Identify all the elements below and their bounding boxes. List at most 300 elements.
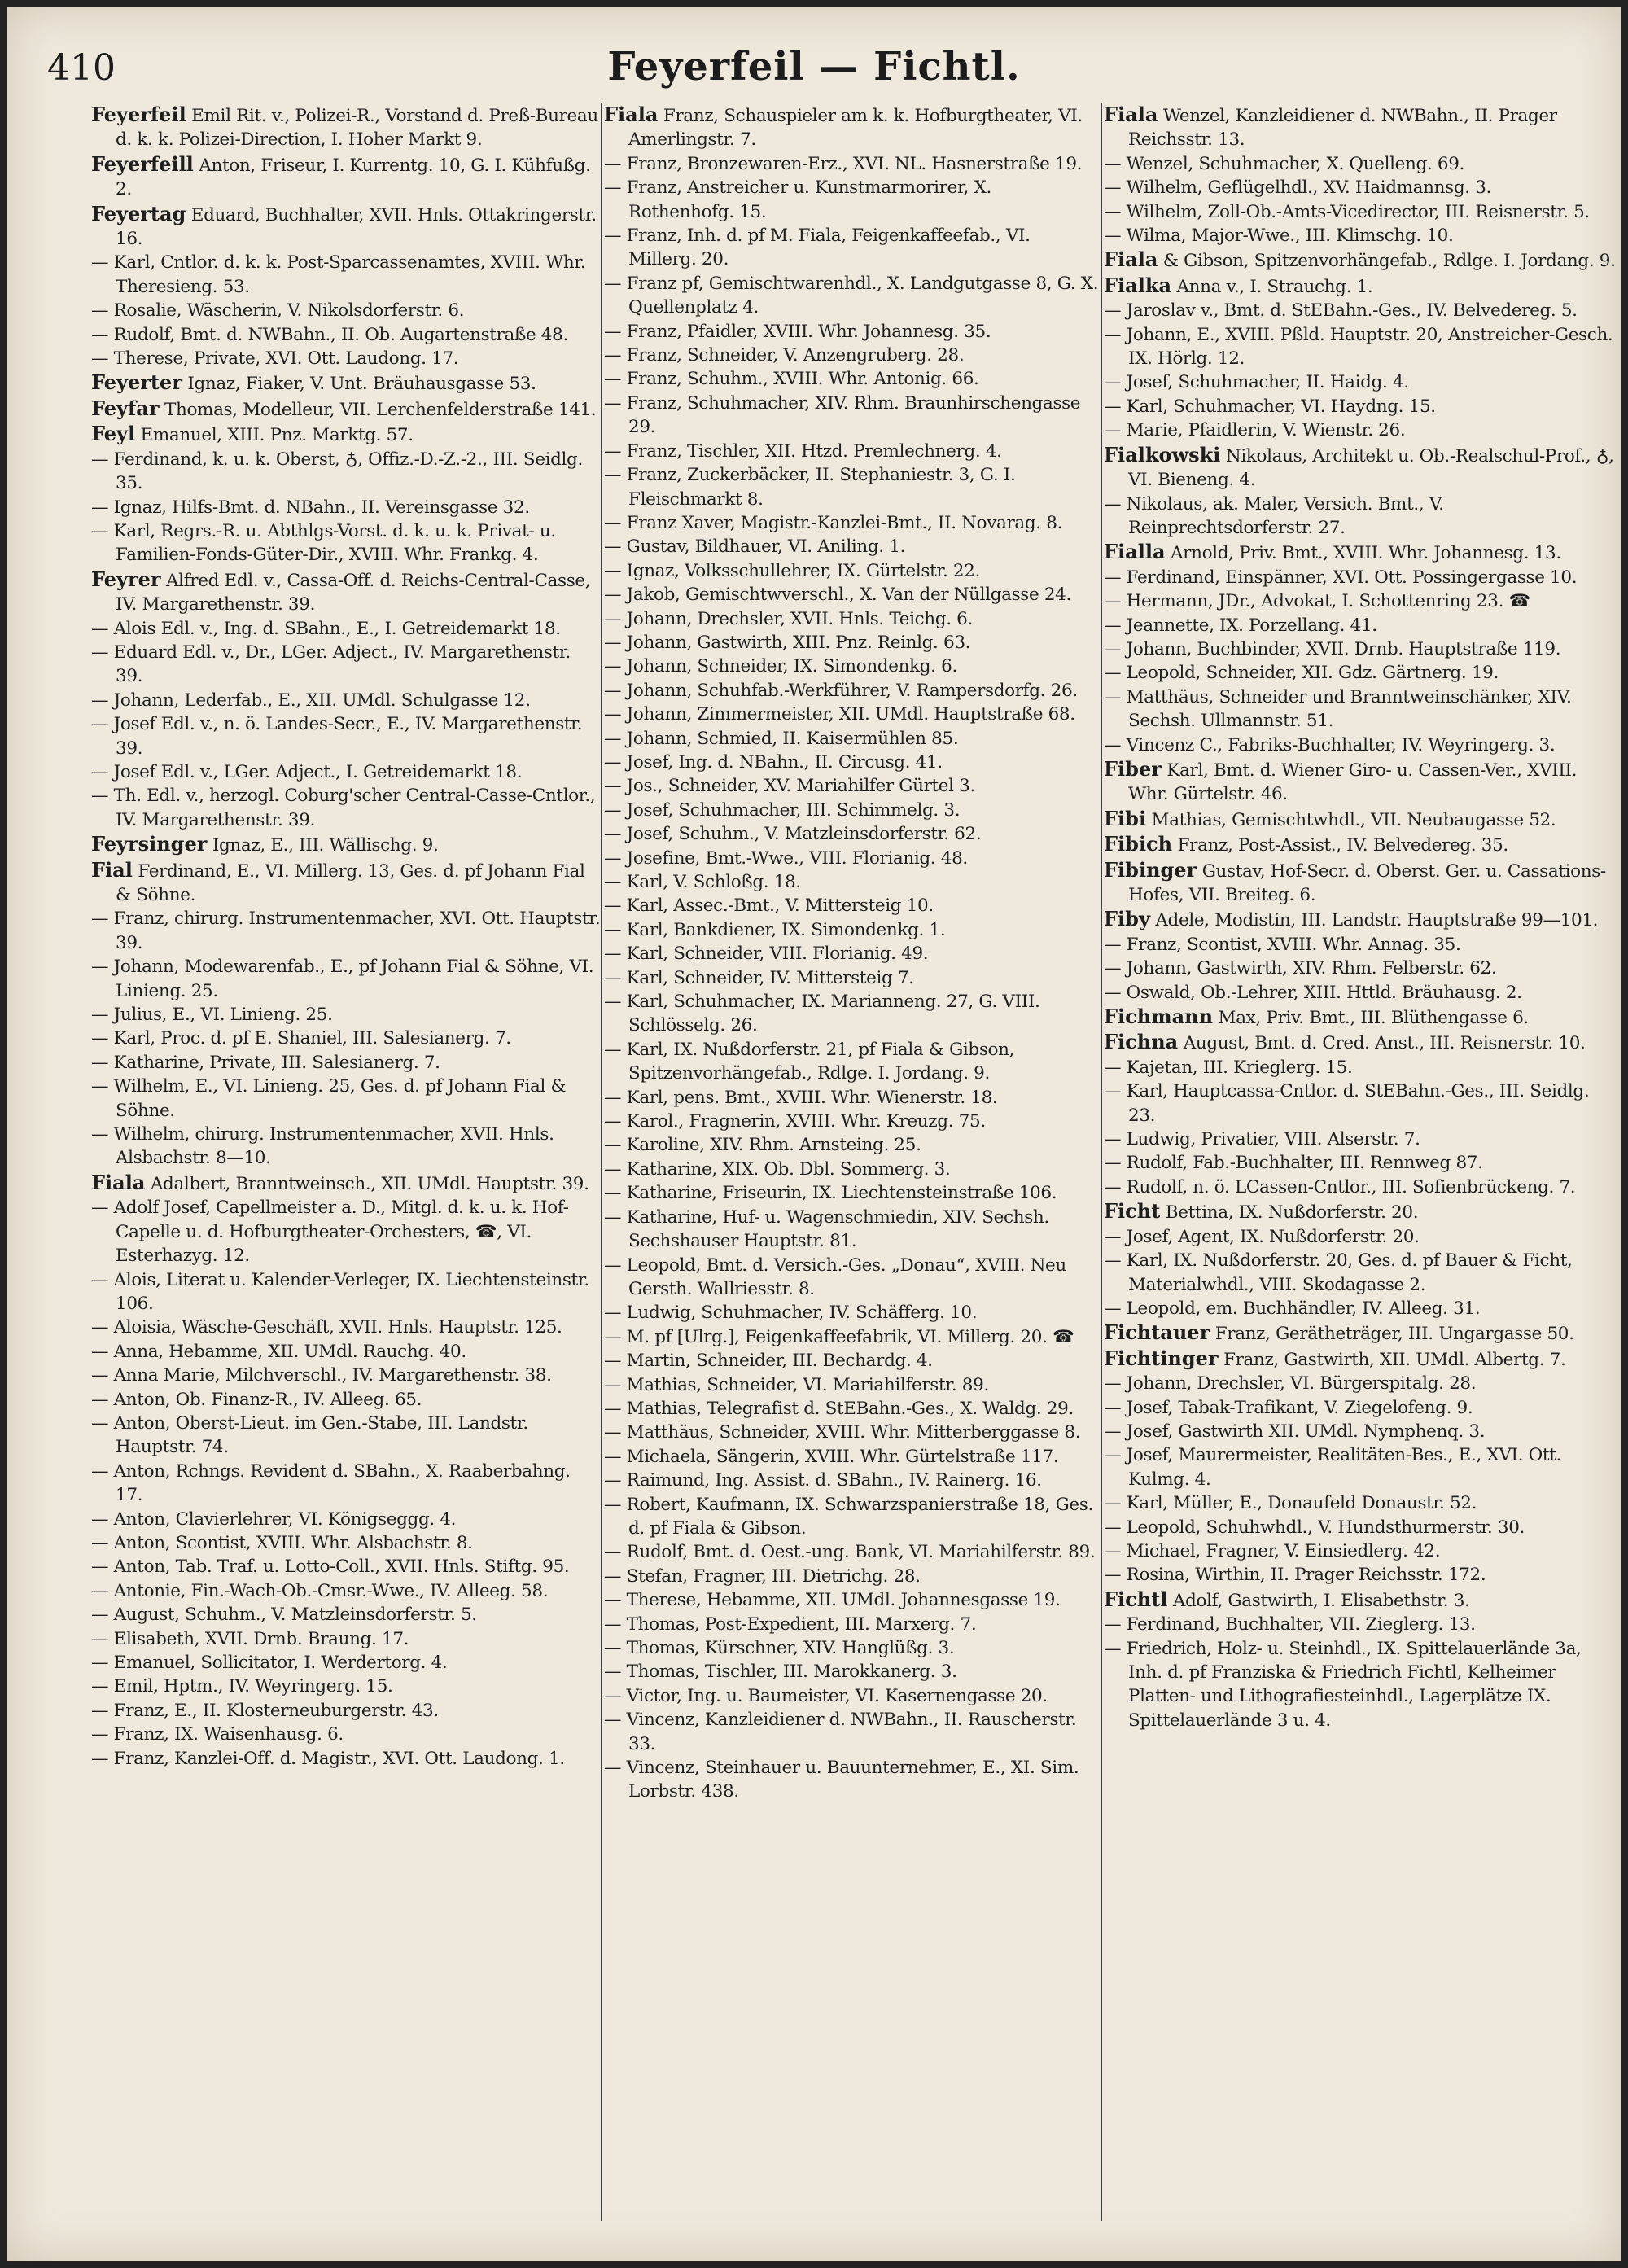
- directory-entry: [1104, 1225, 1617, 1249]
- directory-entry: [91, 907, 601, 955]
- entry-text: — Franz, Pfaidler, XVIII. Whr. Johannesg. 35.: [604, 321, 991, 342]
- entry-text: — Adolf Josef, Capellmeister a. D., Mitgl. d. k. u. k. Hof-Capelle u. d. Hofburgtheater-Orchesters, ☎, VI. Esterhazyg. 12.: [91, 1197, 569, 1267]
- entry-text: — Vincenz, Kanzleidiener d. NWBahn., II. Rauscherstr. 33.: [604, 1710, 1077, 1754]
- entry-text: — Antonie, Fin.-Wach-Ob.-Cmsr.-Wwe., IV. Alleeg. 58.: [91, 1580, 549, 1601]
- directory-entry: [604, 344, 1101, 367]
- entry-text: Adalbert, Branntweinsch., XII. UMdl. Hauptstr. 39.: [150, 1173, 589, 1194]
- entry-text: — Karl, V. Schloßg. 18.: [604, 872, 801, 892]
- entry-text: — Leopold, em. Buchhändler, IV. Alleeg. 31.: [1104, 1298, 1481, 1319]
- entry-text: — Th. Edl. v., herzogl. Coburg'scher Central-Casse-Cntlor., IV. Margarethenstr. 39.: [91, 786, 596, 830]
- entry-text: — Karl, Regrs.-R. u. Abthlgs-Vorst. d. k. u. k. Privat- u. Familien-Fonds-Güter-Dir., XVIII. Whr. Frankg. 4.: [91, 520, 556, 566]
- column-divider: [601, 103, 602, 2221]
- directory-entry: [91, 784, 601, 832]
- directory-entry: [604, 535, 1101, 558]
- directory-entry: [604, 1565, 1101, 1588]
- directory-entry: [91, 689, 601, 712]
- directory-entry: [604, 1540, 1101, 1564]
- entry-surname: Fibich: [1104, 832, 1173, 856]
- entry-text: — Victor, Ing. u. Baumeister, VI. Kasernengasse 20.: [604, 1685, 1048, 1706]
- directory-entry: [604, 320, 1101, 344]
- entry-surname: Fichtl: [1104, 1587, 1168, 1611]
- directory-entry: [91, 1651, 601, 1675]
- entry-text: — Franz, Inh. d. pf M. Fiala, Feigenkaffeefab., VI. Millerg. 20.: [604, 225, 1031, 270]
- directory-page: [7, 7, 1621, 2261]
- directory-entry: [91, 1531, 601, 1555]
- directory-entry: [91, 251, 601, 299]
- entry-surname: Feyertag: [91, 201, 186, 225]
- entry-text: — Emil, Hptm., IV. Weyringerg. 15.: [91, 1676, 393, 1697]
- entry-text: — Ignaz, Volksschullehrer, IX. Gürtelstr. 22.: [604, 560, 981, 581]
- entry-text: — Julius, E., VI. Linieng. 25.: [91, 1005, 333, 1026]
- directory-entry: [1104, 493, 1617, 541]
- entry-text: — Rudolf, Fab.-Buchhalter, III. Rennweg 87.: [1104, 1153, 1483, 1174]
- entry-text: — Ferdinand, k. u. k. Oberst, ♁, Offiz.-D.-Z.-2., III. Seidlg. 35.: [91, 449, 583, 494]
- directory-entry: [604, 1110, 1101, 1133]
- directory-entry: [604, 1133, 1101, 1157]
- entry-text: — Jos., Schneider, XV. Mariahilfer Gürtel 3.: [604, 776, 975, 797]
- directory-entry: [1104, 685, 1617, 733]
- directory-entry: [91, 617, 601, 641]
- directory-entry: [1104, 443, 1617, 493]
- directory-entry: [1104, 1613, 1617, 1636]
- entry-text: — Katharine, Huf- u. Wagenschmiedin, XIV. Sechsh. Sechshauser Hauptstr. 81.: [604, 1206, 1049, 1252]
- directory-entry: [91, 1579, 601, 1603]
- directory-entry: [1104, 907, 1617, 932]
- entry-text: — Karl, Bankdiener, IX. Simondenkg. 1.: [604, 919, 946, 940]
- entry-text: Bettina, IX. Nußdorferstr. 20.: [1165, 1202, 1419, 1224]
- entry-text: — Therese, Hebamme, XII. UMdl. Johannesgasse 19.: [604, 1590, 1061, 1611]
- entry-text: — Wilhelm, Geflügelhdl., XV. Haidmannsg. 3.: [1104, 177, 1492, 199]
- entry-text: Franz, Gerätheträger, III. Ungargasse 50.: [1214, 1324, 1574, 1345]
- entry-text: — Franz, Bronzewaren-Erz., XVI. NL. Hasnerstraße 19.: [604, 153, 1083, 174]
- entry-text: — Michael, Fragner, V. Einsiedlerg. 42.: [1104, 1540, 1441, 1561]
- entry-surname: Fichtauer: [1104, 1320, 1210, 1345]
- column-3: [1104, 103, 1617, 2221]
- entry-text: — Aloisia, Wäsche-Geschäft, XVII. Hnls. Hauptstr. 125.: [91, 1317, 562, 1338]
- directory-entry: [604, 1181, 1101, 1205]
- directory-entry: [604, 799, 1101, 822]
- entry-text: — Josef, Maurermeister, Realitäten-Bes., E., XVI. Ott. Kulmg. 4.: [1104, 1445, 1561, 1490]
- directory-entry: [604, 1613, 1101, 1636]
- directory-entry: [604, 176, 1101, 224]
- entry-text: — Josef Edl. v., LGer. Adject., I. Getreidemarkt 18.: [91, 761, 523, 782]
- entry-surname: Fichmann: [1104, 1005, 1214, 1029]
- entry-text: — Rudolf, n. ö. LCassen-Cntlor., III. Sofienbrückeng. 7.: [1104, 1176, 1576, 1197]
- directory-entry: [604, 1038, 1101, 1086]
- entry-text: — Franz, Kanzlei-Off. d. Magistr., XVI. Ott. Laudong. 1.: [91, 1748, 565, 1769]
- entry-text: — Katharine, XIX. Ob. Dbl. Sommerg. 3.: [604, 1158, 951, 1180]
- entry-text: — Josef, Ing. d. NBahn., II. Circusg. 41.: [604, 751, 943, 773]
- directory-entry: [91, 1460, 601, 1508]
- directory-entry: [604, 1756, 1101, 1804]
- directory-entry: [1104, 1372, 1617, 1395]
- entry-text: — Johann, Gastwirth, XIII. Pnz. Reinlg. 63.: [604, 632, 971, 653]
- entry-text: — Jakob, Gemischtwverschl., X. Van der Nüllgasse 24.: [604, 585, 1071, 606]
- directory-entry: [604, 942, 1101, 965]
- entry-text: — Friedrich, Holz- u. Steinhdl., IX. Spittelauerlände 3a, Inh. d. pf Franziska & Friedrich Fichtl, Kelheimer Platten- und Lithografiesteinhdl., Lagerplätze IX. Spittelauerlände 3 u. 4.: [1104, 1638, 1582, 1731]
- directory-entry: [604, 966, 1101, 990]
- directory-entry: [604, 152, 1101, 176]
- entry-text: — Rosalie, Wäscherin, V. Nikolsdorferstr. 6.: [91, 300, 465, 322]
- directory-entry: [91, 1340, 601, 1364]
- entry-text: — Ludwig, Schuhmacher, IV. Schäfferg. 10.: [604, 1303, 978, 1324]
- directory-entry: [91, 858, 601, 908]
- directory-entry: [1104, 807, 1617, 832]
- entry-text: — Mathias, Telegrafist d. StEBahn.-Ges., X. Waldg. 29.: [604, 1398, 1074, 1419]
- directory-entry: [604, 870, 1101, 894]
- entry-text: — Ferdinand, Einspänner, XVI. Ott. Possingergasse 10.: [1104, 567, 1578, 588]
- directory-entry: [1104, 1249, 1617, 1297]
- directory-entry: [604, 1708, 1101, 1756]
- columns: [41, 103, 1616, 2221]
- entry-text: — Karl, Schuhmacher, VI. Haydng. 15.: [1104, 396, 1436, 417]
- directory-entry: [1104, 1127, 1617, 1151]
- entry-text: Adele, Modistin, III. Landstr. Hauptstraße 99—101.: [1155, 910, 1599, 931]
- entry-text: — Anton, Clavierlehrer, VI. Königseggg. 4.: [91, 1508, 457, 1530]
- entry-text: — Thomas, Kürschner, XIV. Hanglüßg. 3.: [604, 1638, 955, 1658]
- entry-text: — Karl, Assec.-Bmt., V. Mittersteig 10.: [604, 895, 934, 917]
- entry-text: — Karl, IX. Nußdorferstr. 21, pf Fiala & Gibson, Spitzenvorhängefab., Rdlge. I. Jordang. 9.: [604, 1039, 1015, 1084]
- entry-text: — Karl, pens. Bmt., XVIII. Whr. Wienerstr. 18.: [604, 1087, 998, 1108]
- entry-text: — Leopold, Bmt. d. Versich.-Ges. „Donau“, XVIII. Neu Gersth. Wallriesstr. 8.: [604, 1254, 1066, 1299]
- directory-entry: [1104, 1420, 1617, 1443]
- entry-text: — Anton, Rchngs. Revident d. SBahn., X. Raaberbahng. 17.: [91, 1460, 571, 1506]
- directory-entry: [604, 1349, 1101, 1373]
- entry-text: — Anna Marie, Milchverschl., IV. Margarethenstr. 38.: [91, 1365, 552, 1386]
- directory-entry: [1104, 1176, 1617, 1199]
- directory-entry: [91, 202, 601, 252]
- directory-entry: [91, 496, 601, 519]
- entry-text: — Marie, Pfaidlerin, V. Wienstr. 26.: [1104, 420, 1406, 441]
- entry-surname: Feyerter: [91, 370, 182, 395]
- entry-text: — Anton, Oberst-Lieut. im Gen.-Stabe, III. Landstr. Hauptstr. 74.: [91, 1412, 528, 1458]
- entry-surname: Fiby: [1104, 907, 1150, 931]
- directory-entry: [604, 751, 1101, 774]
- entry-text: — Wilhelm, E., VI. Linieng. 25, Ges. d. pf Johann Fial & Söhne.: [91, 1076, 567, 1121]
- entry-text: — Johann, Schuhfab.-Werkführer, V. Rampersdorfg. 26.: [604, 680, 1078, 701]
- directory-entry: [91, 103, 601, 152]
- entry-text: Franz, Schauspieler am k. k. Hofburgtheater, VI. Amerlingstr. 7.: [628, 106, 1083, 151]
- directory-entry: [91, 1508, 601, 1531]
- directory-entry: [91, 832, 601, 857]
- directory-entry: [91, 1627, 601, 1651]
- page-title: Feyerfeil — Fichtl.: [607, 44, 1021, 90]
- directory-entry: [1104, 1491, 1617, 1515]
- entry-text: Ferdinand, E., VI. Millerg. 13, Ges. d. pf Johann Fial & Söhne.: [116, 860, 585, 905]
- entry-text: — Emanuel, Sollicitator, I. Werdertorg. 4.: [91, 1653, 448, 1673]
- entry-text: — Josef, Schuhm., V. Matzleinsdorferstr. 62.: [604, 824, 982, 845]
- directory-entry: [1104, 540, 1617, 565]
- directory-entry: [604, 1301, 1101, 1324]
- entry-text: — Rosina, Wirthin, II. Prager Reichsstr. 172.: [1104, 1565, 1486, 1586]
- directory-entry: [1104, 1079, 1617, 1127]
- entry-text: — Katharine, Friseurin, IX. Liechtensteinstraße 106.: [604, 1183, 1057, 1204]
- entry-text: — Matthäus, Schneider, XVIII. Whr. Mitterberggasse 8.: [604, 1422, 1081, 1443]
- directory-entry: [604, 1254, 1101, 1302]
- directory-entry: [1104, 1199, 1617, 1224]
- entry-text: — Anton, Ob. Finanz-R., IV. Alleeg. 65.: [91, 1389, 422, 1410]
- entry-text: Anna v., I. Strauchg. 1.: [1176, 276, 1373, 297]
- entry-text: Franz, Post-Assist., IV. Belvedereg. 35.: [1177, 835, 1508, 856]
- directory-entry: [1104, 1297, 1617, 1320]
- entry-text: — Robert, Kaufmann, IX. Schwarzspanierstraße 18, Ges. d. pf Fiala & Gibson.: [604, 1494, 1093, 1539]
- directory-entry: [604, 1086, 1101, 1110]
- directory-entry: [604, 1421, 1101, 1444]
- entry-text: August, Bmt. d. Cred. Anst., III. Reisnerstr. 10.: [1183, 1033, 1586, 1054]
- entry-text: Mathias, Gemischtwhdl., VII. Neubaugasse 52.: [1151, 809, 1556, 830]
- directory-entry: [1104, 757, 1617, 807]
- directory-entry: [1104, 1320, 1617, 1346]
- entry-text: — Alois Edl. v., Ing. d. SBahn., E., I. Getreidemarkt 18.: [91, 618, 561, 639]
- entry-text: — Ferdinand, Buchhalter, VII. Zieglerg. 13.: [1104, 1614, 1476, 1635]
- directory-entry: [1104, 1443, 1617, 1491]
- directory-entry: [1104, 299, 1617, 322]
- directory-entry: [91, 1555, 601, 1578]
- directory-entry: [604, 272, 1101, 320]
- directory-entry: [91, 1603, 601, 1627]
- entry-text: — Johann, Buchbinder, XVII. Drnb. Hauptstraße 119.: [1104, 638, 1561, 659]
- directory-entry: [91, 1027, 601, 1050]
- entry-text: — Wilma, Major-Wwe., III. Klimschg. 10.: [1104, 225, 1454, 247]
- entry-text: Alfred Edl. v., Cassa-Off. d. Reichs-Central-Casse, IV. Margarethenstr. 39.: [116, 570, 591, 615]
- directory-entry: [91, 448, 601, 496]
- directory-entry: [91, 347, 601, 370]
- entry-surname: Feyrer: [91, 567, 161, 591]
- entry-text: — Karl, Hauptcassa-Cntlor. d. StEBahn.-Ges., III. Seidlg. 23.: [1104, 1081, 1590, 1126]
- entry-surname: Feyfar: [91, 396, 160, 420]
- directory-entry: [91, 1723, 601, 1746]
- directory-entry: [604, 103, 1101, 152]
- directory-entry: [1104, 200, 1617, 224]
- entry-surname: Feyerfeil: [91, 103, 186, 126]
- directory-entry: [91, 1075, 601, 1123]
- directory-entry: [1104, 1346, 1617, 1372]
- directory-entry: [1104, 103, 1617, 152]
- column-2: [604, 103, 1101, 2221]
- column-1: [91, 103, 601, 2221]
- entry-text: — Mathias, Schneider, VI. Mariahilferstr. 89.: [604, 1374, 989, 1395]
- entry-surname: Fichtinger: [1104, 1346, 1219, 1370]
- directory-entry: [604, 703, 1101, 726]
- entry-text: — Leopold, Schuhwhdl., V. Hundsthurmerstr. 30.: [1104, 1517, 1525, 1538]
- directory-entry: [91, 1123, 601, 1171]
- entry-surname: Fiala: [1104, 103, 1158, 126]
- directory-entry: [1104, 832, 1617, 857]
- directory-entry: [604, 224, 1101, 272]
- entry-text: — Katharine, Private, III. Salesianerg. 7.: [91, 1052, 440, 1073]
- directory-entry: [1104, 661, 1617, 685]
- directory-entry: [604, 1445, 1101, 1469]
- entry-text: Ignaz, E., III. Wällischg. 9.: [212, 835, 439, 856]
- entry-text: — Franz, Schuhm., XVIII. Whr. Antonig. 66.: [604, 369, 979, 390]
- directory-entry: [91, 1316, 601, 1339]
- entry-text: & Gibson, Spitzenvorhängefab., Rdlge. I. Jordang. 9.: [1162, 251, 1616, 272]
- entry-text: — Karl, IX. Nußdorferstr. 20, Ges. d. pf Bauer & Ficht, Materialwhdl., VIII. Skodagasse 2.: [1104, 1250, 1573, 1295]
- entry-text: — Michaela, Sängerin, XVIII. Whr. Gürtelstraße 117.: [604, 1446, 1059, 1467]
- entry-text: — Matthäus, Schneider und Branntweinschänker, XIV. Sechsh. Ullmannstr. 51.: [1104, 686, 1572, 732]
- entry-surname: Fialla: [1104, 540, 1166, 564]
- entry-text: — Wenzel, Schuhmacher, X. Quelleng. 69.: [1104, 153, 1465, 174]
- entry-text: — Josef, Tabak-Trafikant, V. Ziegelofeng. 9.: [1104, 1397, 1473, 1418]
- directory-entry: [604, 463, 1101, 511]
- entry-text: — Eduard Edl. v., Dr., LGer. Adject., IV. Margarethenstr. 39.: [91, 641, 571, 687]
- directory-entry: [1104, 733, 1617, 757]
- entry-surname: Feyerfeill: [91, 151, 194, 176]
- entry-text: — Johann, Drechsler, VI. Bürgerspitalg. 28.: [1104, 1373, 1477, 1395]
- entry-text: — Jeannette, IX. Porzellang. 41.: [1104, 615, 1377, 636]
- entry-text: — Josef, Agent, IX. Nußdorferstr. 20.: [1104, 1226, 1420, 1247]
- entry-surname: Fiala: [604, 103, 659, 126]
- entry-surname: Feyrsinger: [91, 832, 208, 856]
- entry-surname: Fiala: [91, 1170, 146, 1194]
- entry-text: — Karl, Schneider, IV. Mittersteig 7.: [604, 967, 914, 988]
- entry-text: Anton, Friseur, I. Kurrentg. 10, G. I. Kühfußg. 2.: [116, 155, 591, 200]
- directory-entry: [91, 152, 601, 202]
- directory-entry: [91, 712, 601, 760]
- directory-entry: [91, 1412, 601, 1460]
- entry-text: — Ludwig, Privatier, VIII. Alserstr. 7.: [1104, 1129, 1420, 1150]
- entry-text: — Nikolaus, ak. Maler, Versich. Bmt., V. Reinprechtsdorferstr. 27.: [1104, 493, 1444, 538]
- entry-text: — Anton, Tab. Traf. u. Lotto-Coll., XVII. Hnls. Stiftg. 95.: [91, 1557, 570, 1578]
- directory-entry: [1104, 1563, 1617, 1587]
- directory-entry: [1104, 957, 1617, 980]
- entry-text: — Vincenz, Steinhauer u. Bauunternehmer, E., XI. Sim. Lorbstr. 438.: [604, 1758, 1079, 1802]
- directory-entry: [1104, 614, 1617, 637]
- directory-entry: [1104, 323, 1617, 371]
- directory-entry: [604, 367, 1101, 391]
- entry-text: — Therese, Private, XVI. Ott. Laudong. 17.: [91, 348, 459, 370]
- entry-surname: Ficht: [1104, 1199, 1161, 1224]
- entry-text: Thomas, Modelleur, VII. Lerchenfelderstraße 141.: [164, 399, 597, 420]
- column-divider: [1101, 103, 1102, 2221]
- entry-text: — M. pf [Ulrg.], Feigenkaffeefabrik, VI. Millerg. 20. ☎: [604, 1326, 1074, 1347]
- directory-entry: [604, 1636, 1101, 1660]
- entry-text: — Johann, Schneider, IX. Simondenkg. 6.: [604, 656, 957, 677]
- entry-surname: Fibi: [1104, 806, 1147, 830]
- entry-text: — Franz, Scontist, XVIII. Whr. Annag. 35.: [1104, 934, 1461, 955]
- directory-entry: [604, 1158, 1101, 1181]
- directory-entry: [91, 323, 601, 347]
- entry-text: — Franz, E., II. Klosterneuburgerstr. 43.: [91, 1700, 439, 1721]
- entry-surname: Fibinger: [1104, 857, 1197, 882]
- entry-text: Max, Priv. Bmt., III. Blüthengasse 6.: [1218, 1008, 1529, 1029]
- directory-entry: [91, 370, 601, 396]
- directory-entry: [1104, 1637, 1617, 1733]
- directory-entry: [1104, 1030, 1617, 1055]
- directory-entry: [604, 822, 1101, 846]
- directory-entry: [604, 440, 1101, 463]
- entry-text: — Johann, E., XVIII. Pßld. Hauptstr. 20, Anstreicher-Gesch. IX. Hörlg. 12.: [1104, 324, 1613, 370]
- directory-entry: [604, 990, 1101, 1038]
- entry-text: — Josef, Gastwirth XII. UMdl. Nymphenq. 3.: [1104, 1421, 1486, 1442]
- entry-text: — Martin, Schneider, III. Bechardg. 4.: [604, 1351, 933, 1372]
- directory-entry: [1104, 1516, 1617, 1539]
- directory-entry: [604, 918, 1101, 942]
- directory-entry: [91, 641, 601, 689]
- entry-text: — Johann, Zimmermeister, XII. UMdl. Hauptstraße 68.: [604, 704, 1075, 725]
- page-number: 410: [47, 47, 116, 89]
- entry-text: — Elisabeth, XVII. Drnb. Braung. 17.: [91, 1628, 409, 1649]
- directory-entry: [1104, 1539, 1617, 1563]
- entry-text: — Hermann, JDr., Advokat, I. Schottenring 23. ☎: [1104, 591, 1530, 612]
- entry-text: — Leopold, Schneider, XII. Gdz. Gärtnerg. 19.: [1104, 663, 1499, 684]
- entry-text: — Thomas, Post-Expedient, III. Marxerg. 7.: [604, 1613, 977, 1635]
- directory-entry: [91, 299, 601, 322]
- entry-text: — August, Schuhm., V. Matzleinsdorferstr. 5.: [91, 1605, 477, 1626]
- entry-text: Karl, Bmt. d. Wiener Giro- u. Cassen-Ver., XVIII. Whr. Gürtelstr. 46.: [1128, 760, 1578, 805]
- directory-entry: [1104, 395, 1617, 418]
- entry-text: — Raimund, Ing. Assist. d. SBahn., IV. Rainerg. 16.: [604, 1470, 1042, 1491]
- entry-text: Arnold, Priv. Bmt., XVIII. Whr. Johannesg. 13.: [1170, 543, 1561, 564]
- entry-text: — Rudolf, Bmt. d. Oest.-ung. Bank, VI. Mariahilferstr. 89.: [604, 1542, 1096, 1563]
- entry-surname: Feyl: [91, 422, 136, 446]
- entry-surname: Fiber: [1104, 756, 1162, 781]
- entry-text: — Franz, Anstreicher u. Kunstmarmorirer, X. Rothenhofg. 15.: [604, 177, 991, 222]
- directory-entry: [91, 1051, 601, 1075]
- entry-text: — Johann, Lederfab., E., XII. UMdl. Schulgasse 12.: [91, 690, 531, 711]
- directory-entry: [604, 1397, 1101, 1421]
- directory-entry: [604, 392, 1101, 440]
- entry-text: — Josef, Schuhmacher, II. Haidg. 4.: [1104, 372, 1409, 393]
- directory-entry: [604, 1684, 1101, 1708]
- entry-text: Franz, Gastwirth, XII. UMdl. Albertg. 7.: [1223, 1349, 1566, 1370]
- entry-text: Gustav, Hof-Secr. d. Oberst. Ger. u. Cassations-Hofes, VII. Breiteg. 6.: [1128, 860, 1606, 905]
- entry-text: — Johann, Modewarenfab., E., pf Johann Fial & Söhne, VI. Linieng. 25.: [91, 957, 594, 1001]
- directory-entry: [1104, 637, 1617, 661]
- entry-text: — Johann, Schmied, II. Kaisermühlen 85.: [604, 728, 959, 749]
- entry-text: — Johann, Gastwirth, XIV. Rhm. Felberstr. 62.: [1104, 958, 1497, 979]
- entry-text: — Thomas, Tischler, III. Marokkanerg. 3.: [604, 1662, 957, 1683]
- entry-text: Emil Rit. v., Polizei-R., Vorstand d. Preß-Bureau d. k. k. Polizei-Direction, I. Hoher Markt 9.: [116, 106, 598, 151]
- entry-text: — Josef, Schuhmacher, III. Schimmelg. 3.: [604, 799, 961, 821]
- directory-entry: [91, 1171, 601, 1196]
- entry-surname: Fiala: [1104, 247, 1158, 272]
- directory-entry: [604, 894, 1101, 917]
- entry-surname: Fial: [91, 857, 133, 882]
- entry-text: — Rudolf, Bmt. d. NWBahn., II. Ob. Augartenstraße 48.: [91, 324, 568, 345]
- directory-entry: [604, 559, 1101, 583]
- directory-entry: [91, 760, 601, 784]
- directory-entry: [91, 1268, 601, 1316]
- directory-entry: [1104, 418, 1617, 442]
- entry-text: — Gustav, Bildhauer, VI. Aniling. 1.: [604, 536, 906, 558]
- entry-text: — Stefan, Fragner, III. Dietrichg. 28.: [604, 1565, 921, 1587]
- entry-text: — Karl, Müller, E., Donaufeld Donaustr. 52.: [1104, 1493, 1477, 1514]
- entry-text: — Karl, Proc. d. pf E. Shaniel, III. Salesianerg. 7.: [91, 1028, 511, 1049]
- directory-entry: [1104, 1056, 1617, 1079]
- directory-entry: [604, 1325, 1101, 1349]
- entry-text: — Franz, Zuckerbäcker, II. Stephaniestr. 3, G. I. Fleischmarkt 8.: [604, 465, 1016, 510]
- directory-entry: [91, 1196, 601, 1268]
- directory-entry: [604, 1660, 1101, 1683]
- directory-entry: [1104, 566, 1617, 589]
- directory-entry: [1104, 1587, 1617, 1613]
- directory-entry: [604, 1493, 1101, 1541]
- directory-entry: [1104, 1005, 1617, 1030]
- entry-text: — Franz, Schuhmacher, XIV. Rhm. Braunhirschengasse 29.: [604, 392, 1081, 438]
- directory-entry: [604, 727, 1101, 751]
- directory-entry: [91, 1003, 601, 1027]
- entry-text: — Karl, Schuhmacher, IX. Marianneng. 27, G. VIII. Schlösselg. 26.: [604, 992, 1040, 1036]
- entry-text: — Vincenz C., Fabriks-Buchhalter, IV. Weyringerg. 3.: [1104, 734, 1556, 755]
- directory-entry: [1104, 152, 1617, 176]
- entry-text: — Karoline, XIV. Rhm. Arnsteing. 25.: [604, 1135, 921, 1156]
- entry-text: — Wilhelm, Zoll-Ob.-Amts-Vicedirector, III. Reisnerstr. 5.: [1104, 201, 1590, 222]
- entry-text: — Anton, Scontist, XVIII. Whr. Alsbachstr. 8.: [91, 1532, 473, 1553]
- entry-text: — Anna, Hebamme, XII. UMdl. Rauchg. 40.: [91, 1341, 466, 1362]
- entry-text: — Kajetan, III. Krieglerg. 15.: [1104, 1057, 1353, 1078]
- entry-text: — Johann, Drechsler, XVII. Hnls. Teichg. 6.: [604, 608, 973, 629]
